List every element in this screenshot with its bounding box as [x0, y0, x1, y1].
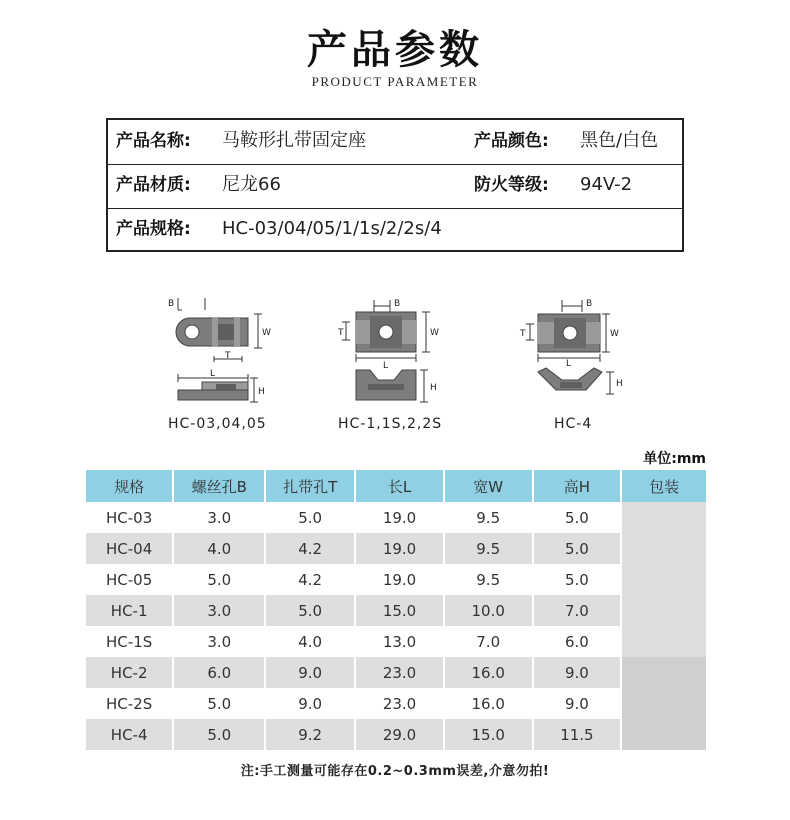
col-header-height: 高H: [533, 470, 622, 502]
cell-length: 19.0: [355, 533, 444, 564]
dim-l-label-2: L: [383, 361, 389, 371]
info-val-spec: HC-03/04/05/1/1s/2/2s/4: [222, 218, 442, 239]
table-row: [86, 533, 706, 564]
cell-width: 9.5: [444, 502, 533, 533]
dim-w-label-2: W: [430, 328, 439, 338]
table-row: [86, 564, 706, 595]
info-key-color: 产品颜色:: [474, 131, 549, 151]
cell-tie-hole: 9.0: [265, 688, 355, 719]
dim-t-label-2: T: [338, 328, 344, 338]
cell-tie-hole: 5.0: [265, 502, 355, 533]
cell-height: 5.0: [533, 564, 622, 595]
cell-width: 9.5: [444, 564, 533, 595]
cell-length: 19.0: [355, 564, 444, 595]
col-header-model: 规格: [86, 470, 173, 502]
cell-height: 5.0: [533, 502, 622, 533]
dim-h-label-2: H: [430, 383, 437, 393]
table-row: [86, 657, 706, 688]
cell-tie-hole: 5.0: [265, 595, 355, 626]
dim-w-label: W: [262, 328, 271, 338]
cell-screw-hole: 5.0: [173, 719, 265, 750]
cell-width: 16.0: [444, 688, 533, 719]
cell-model: HC-04: [86, 533, 173, 564]
cell-length: 29.0: [355, 719, 444, 750]
cell-height: 9.0: [533, 657, 622, 688]
cell-model: HC-2S: [86, 688, 173, 719]
cell-width: 10.0: [444, 595, 533, 626]
cell-height: 6.0: [533, 626, 622, 657]
cell-height: 9.0: [533, 688, 622, 719]
cell-model: HC-2: [86, 657, 173, 688]
info-val-name: 马鞍形扎带固定座: [222, 130, 366, 151]
dim-w-label-3: W: [610, 329, 619, 339]
cell-packaging-group-2: [621, 657, 706, 750]
info-row-material: [108, 164, 682, 209]
dim-b-label-2: B: [394, 299, 401, 309]
cell-tie-hole: 9.0: [265, 657, 355, 688]
cell-length: 13.0: [355, 626, 444, 657]
diagram-hc-03-04-05: [150, 296, 280, 411]
info-row-spec: [108, 208, 682, 252]
unit-label: 单位:mm: [643, 451, 706, 467]
cell-screw-hole: 3.0: [173, 502, 265, 533]
info-val-color: 黑色/白色: [580, 130, 659, 151]
info-key-material: 产品材质:: [116, 175, 191, 195]
table-header-row: [86, 470, 706, 502]
diagram-label-3: HC-4: [554, 416, 593, 432]
col-header-screw-hole: 螺丝孔B: [173, 470, 265, 502]
cell-packaging-group-1: [621, 502, 706, 657]
col-header-width: 宽W: [444, 470, 533, 502]
col-header-tie-hole: 扎带孔T: [265, 470, 355, 502]
page-subtitle: PRODUCT PARAMETER: [311, 74, 479, 89]
cell-length: 19.0: [355, 502, 444, 533]
dim-h-label-3: H: [616, 379, 623, 389]
diagram-area: [0, 290, 790, 440]
page-title: 产品参数: [307, 26, 483, 73]
cell-screw-hole: 6.0: [173, 657, 265, 688]
dim-b-label: B: [168, 299, 175, 309]
table-row: [86, 719, 706, 750]
cell-length: 23.0: [355, 657, 444, 688]
diagram-label-2: HC-1,1S,2,2S: [338, 416, 443, 432]
cell-height: 11.5: [533, 719, 622, 750]
dim-b-label-3: B: [586, 299, 593, 309]
table-row: [86, 595, 706, 626]
cell-tie-hole: 4.2: [265, 564, 355, 595]
cell-screw-hole: 4.0: [173, 533, 265, 564]
cell-tie-hole: 4.0: [265, 626, 355, 657]
cell-model: HC-03: [86, 502, 173, 533]
table-row: [86, 626, 706, 657]
cell-model: HC-1S: [86, 626, 173, 657]
cell-height: 7.0: [533, 595, 622, 626]
col-header-length: 长L: [355, 470, 444, 502]
info-val-fire: 94V-2: [580, 174, 633, 195]
info-row-name: [108, 120, 682, 165]
table-row: [86, 688, 706, 719]
dim-t-label-3: T: [520, 329, 526, 339]
info-val-material: 尼龙66: [222, 174, 281, 195]
diagram-hc-4: [516, 296, 636, 411]
cell-width: 7.0: [444, 626, 533, 657]
cell-model: HC-05: [86, 564, 173, 595]
col-header-packaging: 包装: [621, 470, 706, 502]
cell-width: 9.5: [444, 533, 533, 564]
cell-height: 5.0: [533, 533, 622, 564]
cell-width: 15.0: [444, 719, 533, 750]
cell-length: 15.0: [355, 595, 444, 626]
table-row: [86, 502, 706, 533]
dim-l-label: L: [210, 369, 216, 379]
info-key-name: 产品名称:: [116, 131, 191, 151]
cell-screw-hole: 5.0: [173, 564, 265, 595]
info-key-spec: 产品规格:: [116, 219, 191, 239]
cell-screw-hole: 3.0: [173, 626, 265, 657]
cell-tie-hole: 9.2: [265, 719, 355, 750]
diagram-hc-1-1s-2-2s: [340, 296, 460, 411]
diagram-label-1: HC-03,04,05: [168, 416, 267, 432]
measurement-note: 注:手工测量可能存在0.2~0.3mm误差,介意勿拍!: [240, 764, 550, 779]
cell-screw-hole: 5.0: [173, 688, 265, 719]
cell-screw-hole: 3.0: [173, 595, 265, 626]
cell-model: HC-4: [86, 719, 173, 750]
cell-tie-hole: 4.2: [265, 533, 355, 564]
info-key-fire: 防火等级:: [474, 175, 549, 195]
cell-width: 16.0: [444, 657, 533, 688]
dim-l-label-3: L: [566, 359, 572, 369]
info-box: [106, 118, 684, 252]
dim-h-label: H: [258, 387, 265, 397]
cell-model: HC-1: [86, 595, 173, 626]
dim-t-label: T: [225, 351, 231, 361]
spec-table: [86, 470, 706, 750]
cell-length: 23.0: [355, 688, 444, 719]
